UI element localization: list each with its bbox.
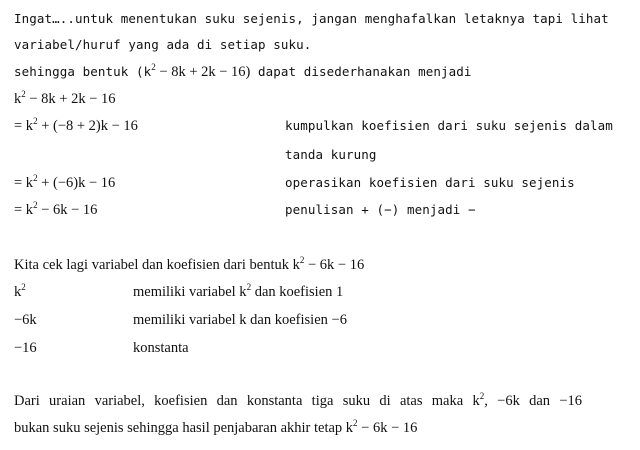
step-expression	[14, 90, 116, 108]
step-note: penulisan + (−) menjadi −	[285, 202, 476, 217]
conclusion-line-2-pre: bukan suku sejenis sehingga hasil penjabaran akhir tetap k	[14, 420, 354, 436]
term-desc-pre: konstanta	[133, 340, 189, 356]
term-desc-pre: memiliki variabel k dan koefisien −6	[133, 312, 347, 328]
step-expr-pre: = k	[14, 175, 34, 191]
check-intro-post: − 6k − 16	[304, 257, 365, 273]
step-note: kumpulkan koefisien dari suku sejenis dalam	[285, 118, 613, 133]
intro-line-3-sup: 2	[151, 62, 156, 73]
intro-line-3-post: dapat disederhanakan menjadi	[250, 64, 472, 79]
term-desc-post: dan koefisien 1	[251, 284, 344, 300]
step-note: operasikan koefisien dari suku sejenis	[285, 175, 575, 190]
step-expr-sup: 2	[33, 173, 38, 184]
conclusion-line-2-sup: 2	[353, 418, 358, 429]
step-expr-sup: 2	[33, 200, 38, 211]
step-expr-post: + (−8 + 2)k − 16	[37, 118, 138, 134]
step-expression	[14, 201, 97, 219]
step-note: tanda kurung	[285, 147, 377, 162]
step-expr-sup: 2	[33, 116, 38, 127]
term-label	[14, 339, 37, 357]
term-description	[133, 339, 189, 357]
check-intro-pre: Kita cek lagi variabel dan koefisien dari bentuk k	[14, 257, 300, 273]
term-description	[133, 311, 347, 329]
step-expression	[14, 117, 138, 135]
conclusion-line-2-post: − 6k − 16	[357, 420, 418, 436]
term-pre: −6k	[14, 312, 37, 328]
term-desc-sup: 2	[246, 282, 252, 293]
conclusion-line-1-post: , −6k dan −16	[484, 393, 583, 409]
conclusion-line-2	[14, 419, 417, 437]
step-expr-pre: k	[14, 91, 22, 107]
term-description	[133, 283, 343, 301]
step-expr-post: − 6k − 16	[37, 202, 98, 218]
step-expr-sup: 2	[21, 89, 26, 100]
conclusion-line-1-pre: Dari uraian variabel, koefisien dan konstanta tiga suku di atas maka k	[14, 393, 480, 409]
term-pre: −16	[14, 340, 37, 356]
step-expression	[14, 174, 115, 192]
intro-line-3-mid: − 8k + 2k − 16)	[155, 64, 251, 80]
term-desc-pre: memiliki variabel k	[133, 284, 247, 300]
step-expr-pre: = k	[14, 118, 34, 134]
check-intro	[14, 256, 364, 274]
term-sup: 2	[21, 282, 26, 293]
intro-line-3	[14, 63, 472, 81]
step-expr-pre: = k	[14, 202, 34, 218]
check-intro-sup: 2	[299, 255, 305, 266]
step-expr-post: + (−6)k − 16	[37, 175, 116, 191]
intro-line-1: Ingat…..untuk menentukan suku sejenis, jangan menghafalkan letaknya tapi lihat	[14, 11, 609, 26]
term-pre: k	[14, 284, 22, 300]
step-expr-post: − 8k + 2k − 16	[25, 91, 116, 107]
conclusion-line-1-sup: 2	[479, 391, 485, 402]
intro-line-2: variabel/huruf yang ada di setiap suku.	[14, 37, 312, 52]
conclusion-line-1	[14, 392, 582, 410]
term-label	[14, 283, 26, 301]
term-label	[14, 311, 37, 329]
intro-line-3-pre: sehingga bentuk (k	[14, 64, 152, 79]
